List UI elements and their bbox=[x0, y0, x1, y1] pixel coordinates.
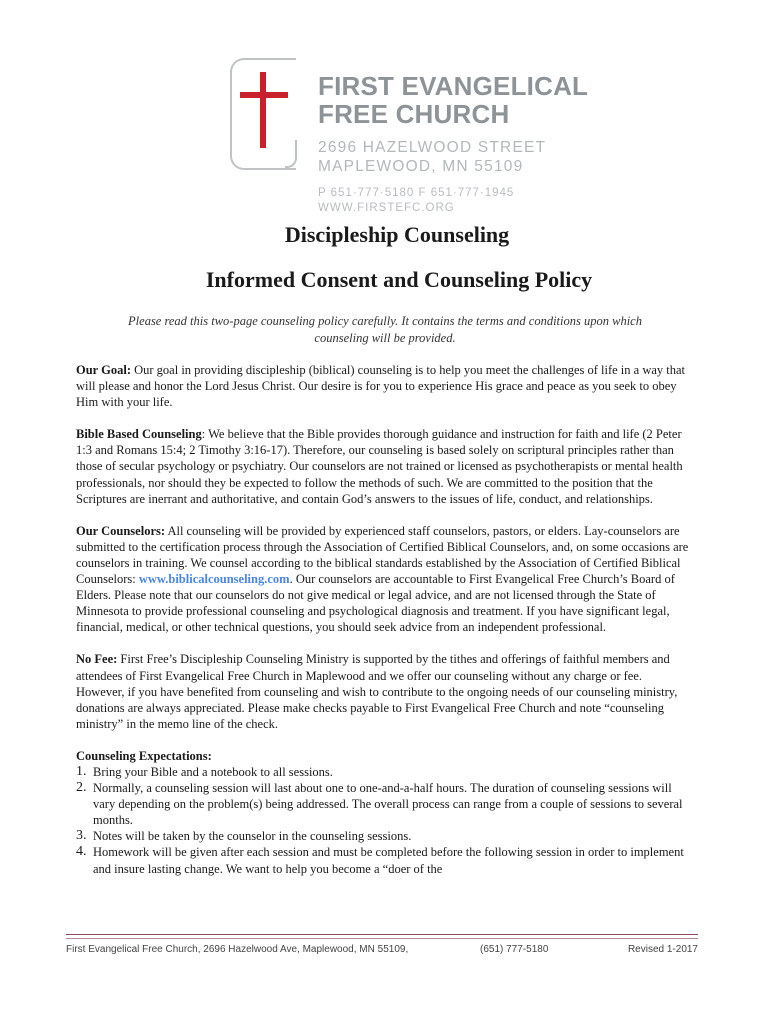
list-item bbox=[76, 828, 692, 844]
list-item-text: Homework will be given after each session and must be completed before the following session in order to implement and insure lasting change. We want to help you become a “doer of the bbox=[93, 845, 684, 876]
list-item bbox=[76, 844, 692, 876]
list-item-text: Bring your Bible and a notebook to all sessions. bbox=[93, 764, 333, 779]
footer-revision: Revised 1-2017 bbox=[627, 944, 698, 955]
section-expectations-heading: Counseling Expectations: bbox=[76, 748, 212, 763]
list-item-number: 1. bbox=[76, 763, 87, 779]
footer-divider-secondary bbox=[66, 938, 698, 939]
list-item-number: 3. bbox=[76, 828, 87, 844]
church-street: 2696 HAZELWOOD STREET bbox=[318, 139, 547, 156]
church-name-line1: FIRST EVANGELICAL bbox=[318, 71, 589, 101]
footer-phone: (651) 777-5180 bbox=[480, 944, 549, 955]
church-contact bbox=[318, 186, 514, 216]
section-goal-heading: Our Goal: bbox=[76, 363, 131, 377]
church-name bbox=[318, 72, 588, 128]
section-bible bbox=[76, 426, 692, 506]
church-name-line2: FREE CHURCH bbox=[318, 99, 510, 129]
section-fee-text: First Free’s Discipleship Counseling Ministry is supported by the tithes and offerings of faithful members and attendees of First Evangelical Free Church in Maplewood and we offer our counseling without any charge or fee. However, if you have benefited from counseling and wish to contribute to the ongoing needs of our counseling ministry, donations are always appreciated. Please make checks payable to First Evangelical Free Church and note “counseling ministry” in the memo line of the check. bbox=[76, 652, 678, 731]
document-subtitle: Informed Consent and Counseling Policy bbox=[205, 267, 593, 292]
document-title: Discipleship Counseling bbox=[284, 222, 510, 247]
section-counselors bbox=[76, 523, 692, 636]
church-website: WWW.FIRSTEFC.ORG bbox=[318, 202, 455, 214]
list-item-number: 2. bbox=[76, 780, 87, 796]
church-city: MAPLEWOOD, MN 55109 bbox=[318, 158, 524, 175]
list-item bbox=[76, 764, 692, 780]
section-bible-text: : We believe that the Bible provides thorough guidance and instruction for faith and life (2 Peter 1:3 and Romans 15:4; 2 Timothy 3:16-17). Therefore, our counseling is based solely on scriptural principles rather than those of secular psychology or psychiatry. Our counselors are not trained or licensed as psychotherapists or mental health professionals, nor should they be expected to follow the methods of such. We are committed to the position that the Scriptures are inerrant and authoritative, and contain God’s answers to the issues of life, conduct, and relationships. bbox=[76, 427, 683, 506]
section-fee-heading: No Fee: bbox=[76, 652, 118, 667]
church-address bbox=[318, 138, 546, 176]
list-item bbox=[76, 780, 692, 828]
section-goal bbox=[76, 362, 692, 410]
section-bible-heading: Bible Based Counseling bbox=[76, 427, 202, 442]
policy-body bbox=[76, 362, 692, 877]
church-phones: P 651·777·5180 F 651·777·1945 bbox=[318, 187, 515, 199]
section-fee bbox=[76, 651, 692, 731]
cross-icon bbox=[240, 72, 288, 148]
section-counselors-text: All counseling will be provided by experienced staff counselors, pastors, or elders. Lay-counselors are submitted to the certification process through the Association of Certified Biblical Counselors, and, on some occasions are counselors in training. We counsel according to the biblical standards established by the Association of Certified Biblical Counselors: bbox=[76, 523, 689, 587]
expectations-list bbox=[76, 764, 692, 877]
intro-note: Please read this two-page counseling policy carefully. It contains the terms and conditions upon which counseling will be provided. bbox=[128, 314, 642, 345]
section-goal-text: Our goal in providing discipleship (biblical) counseling is to help you meet the challenges of life in a way that will please and honor the Lord Jesus Christ. Our desire is for you to experience His grace and peace as you seek to obey Him with your life. bbox=[76, 363, 686, 410]
section-counselors-text-after: . Our counselors are accountable to First Evangelical Free Church’s Board of Elders. Please note that our counselors do not give medical or legal advice, and are not licensed through the State of Minnesota to provide professional counseling and psychological diagnosis and treatment. If you have significant legal, financial, medical, or other technical questions, you should seek advice from an independent professional. bbox=[76, 572, 675, 635]
list-item-text: Notes will be taken by the counselor in the counseling sessions. bbox=[93, 829, 412, 844]
list-item-number: 4. bbox=[76, 844, 87, 860]
list-item-text: Normally, a counseling session will last about one to one-and-a-half hours. The duration of counseling sessions will vary depending on the problem(s) being addressed. The overall process can range from a couple of sessions to several months. bbox=[93, 781, 683, 828]
footer-address: First Evangelical Free Church, 2696 Hazelwood Ave, Maplewood, MN 55109, bbox=[66, 944, 409, 955]
section-counselors-heading: Our Counselors: bbox=[76, 523, 166, 538]
acbc-link[interactable]: www.biblicalcounseling.com bbox=[138, 572, 290, 587]
footer-divider bbox=[66, 934, 698, 935]
